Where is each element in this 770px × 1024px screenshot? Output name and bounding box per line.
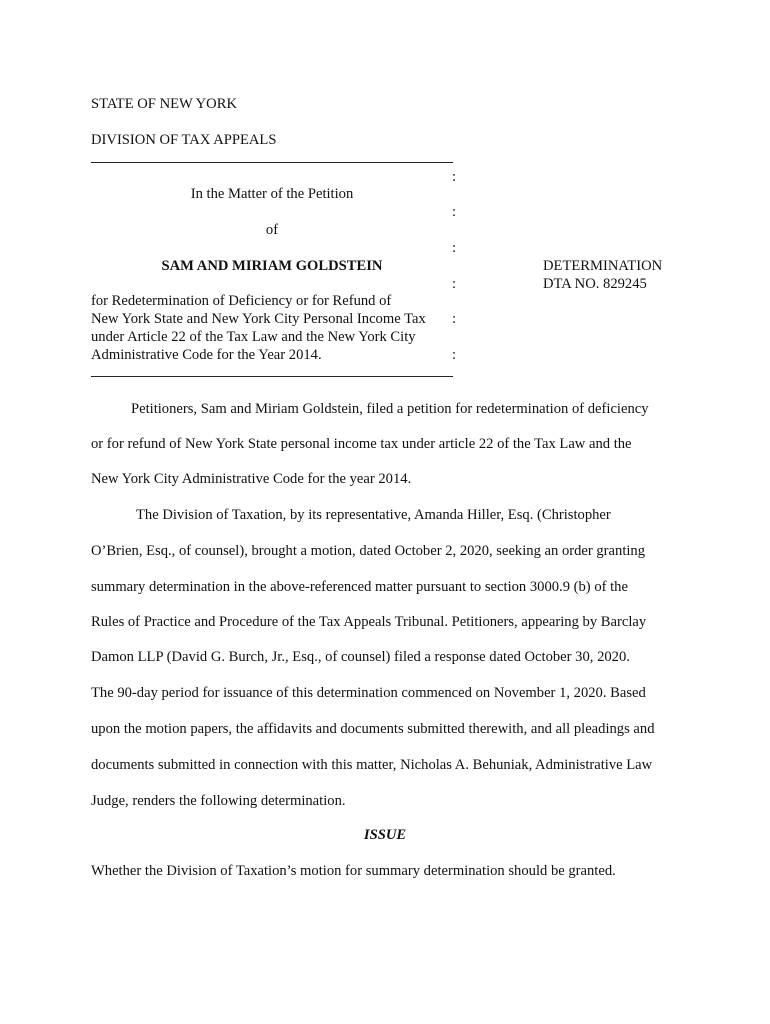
petitioner-names: SAM AND MIRIAM GOLDSTEIN	[161, 258, 383, 274]
caption-colon: :	[452, 276, 457, 292]
issue-heading: ISSUE	[363, 827, 407, 843]
caption-colon: :	[452, 204, 457, 220]
paragraph-line: Damon LLP (David G. Burch, Jr., Esq., of counsel) filed a response dated October 30, 2020.	[91, 649, 630, 665]
paragraph-line: New York City Administrative Code for the year 2014.	[91, 471, 412, 487]
paragraph-line: Rules of Practice and Procedure of the Tax Appeals Tribunal. Petitioners, appearing by Barclay	[91, 614, 647, 630]
in-matter-line: In the Matter of the Petition	[190, 186, 354, 202]
of-line: of	[265, 222, 279, 238]
paragraph-line: Judge, renders the following determination.	[91, 793, 346, 809]
paragraph-line: upon the motion papers, the affidavits and documents submitted therewith, and all pleadings and	[91, 721, 655, 737]
paragraph-line: Petitioners, Sam and Miriam Goldstein, filed a petition for redetermination of deficiency	[131, 401, 649, 417]
paragraph-line: The Division of Taxation, by its representative, Amanda Hiller, Esq. (Christopher	[136, 507, 611, 523]
caption-top-rule	[91, 162, 453, 163]
paragraph-line: or for refund of New York State personal income tax under article 22 of the Tax Law and the	[91, 436, 632, 452]
issue-text: Whether the Division of Taxation’s motion for summary determination should be granted.	[91, 863, 616, 879]
purpose-line: Administrative Code for the Year 2014.	[91, 347, 322, 363]
purpose-line: under Article 22 of the Tax Law and the New York City	[91, 329, 416, 345]
caption-bottom-rule	[91, 376, 453, 377]
purpose-line: New York State and New York City Personal Income Tax	[91, 311, 426, 327]
paragraph-line: The 90-day period for issuance of this determination commenced on November 1, 2020. Based	[91, 685, 646, 701]
caption-colon: :	[452, 311, 457, 327]
paragraph-line: documents submitted in connection with this matter, Nicholas A. Behuniak, Administrative Law	[91, 757, 653, 773]
determination-label: DETERMINATION	[543, 258, 663, 274]
paragraph-line: summary determination in the above-referenced matter pursuant to section 3000.9 (b) of the	[91, 579, 628, 595]
paragraph-line: O’Brien, Esq., of counsel), brought a motion, dated October 2, 2020, seeking an order granting	[91, 543, 646, 559]
purpose-line: for Redetermination of Deficiency or for Refund of	[91, 293, 392, 309]
caption-colon: :	[452, 169, 457, 185]
division-header: DIVISION OF TAX APPEALS	[91, 132, 277, 148]
caption-colon: :	[452, 347, 457, 363]
dta-number: DTA NO. 829245	[543, 276, 647, 292]
state-header: STATE OF NEW YORK	[91, 96, 237, 112]
caption-colon: :	[452, 240, 457, 256]
